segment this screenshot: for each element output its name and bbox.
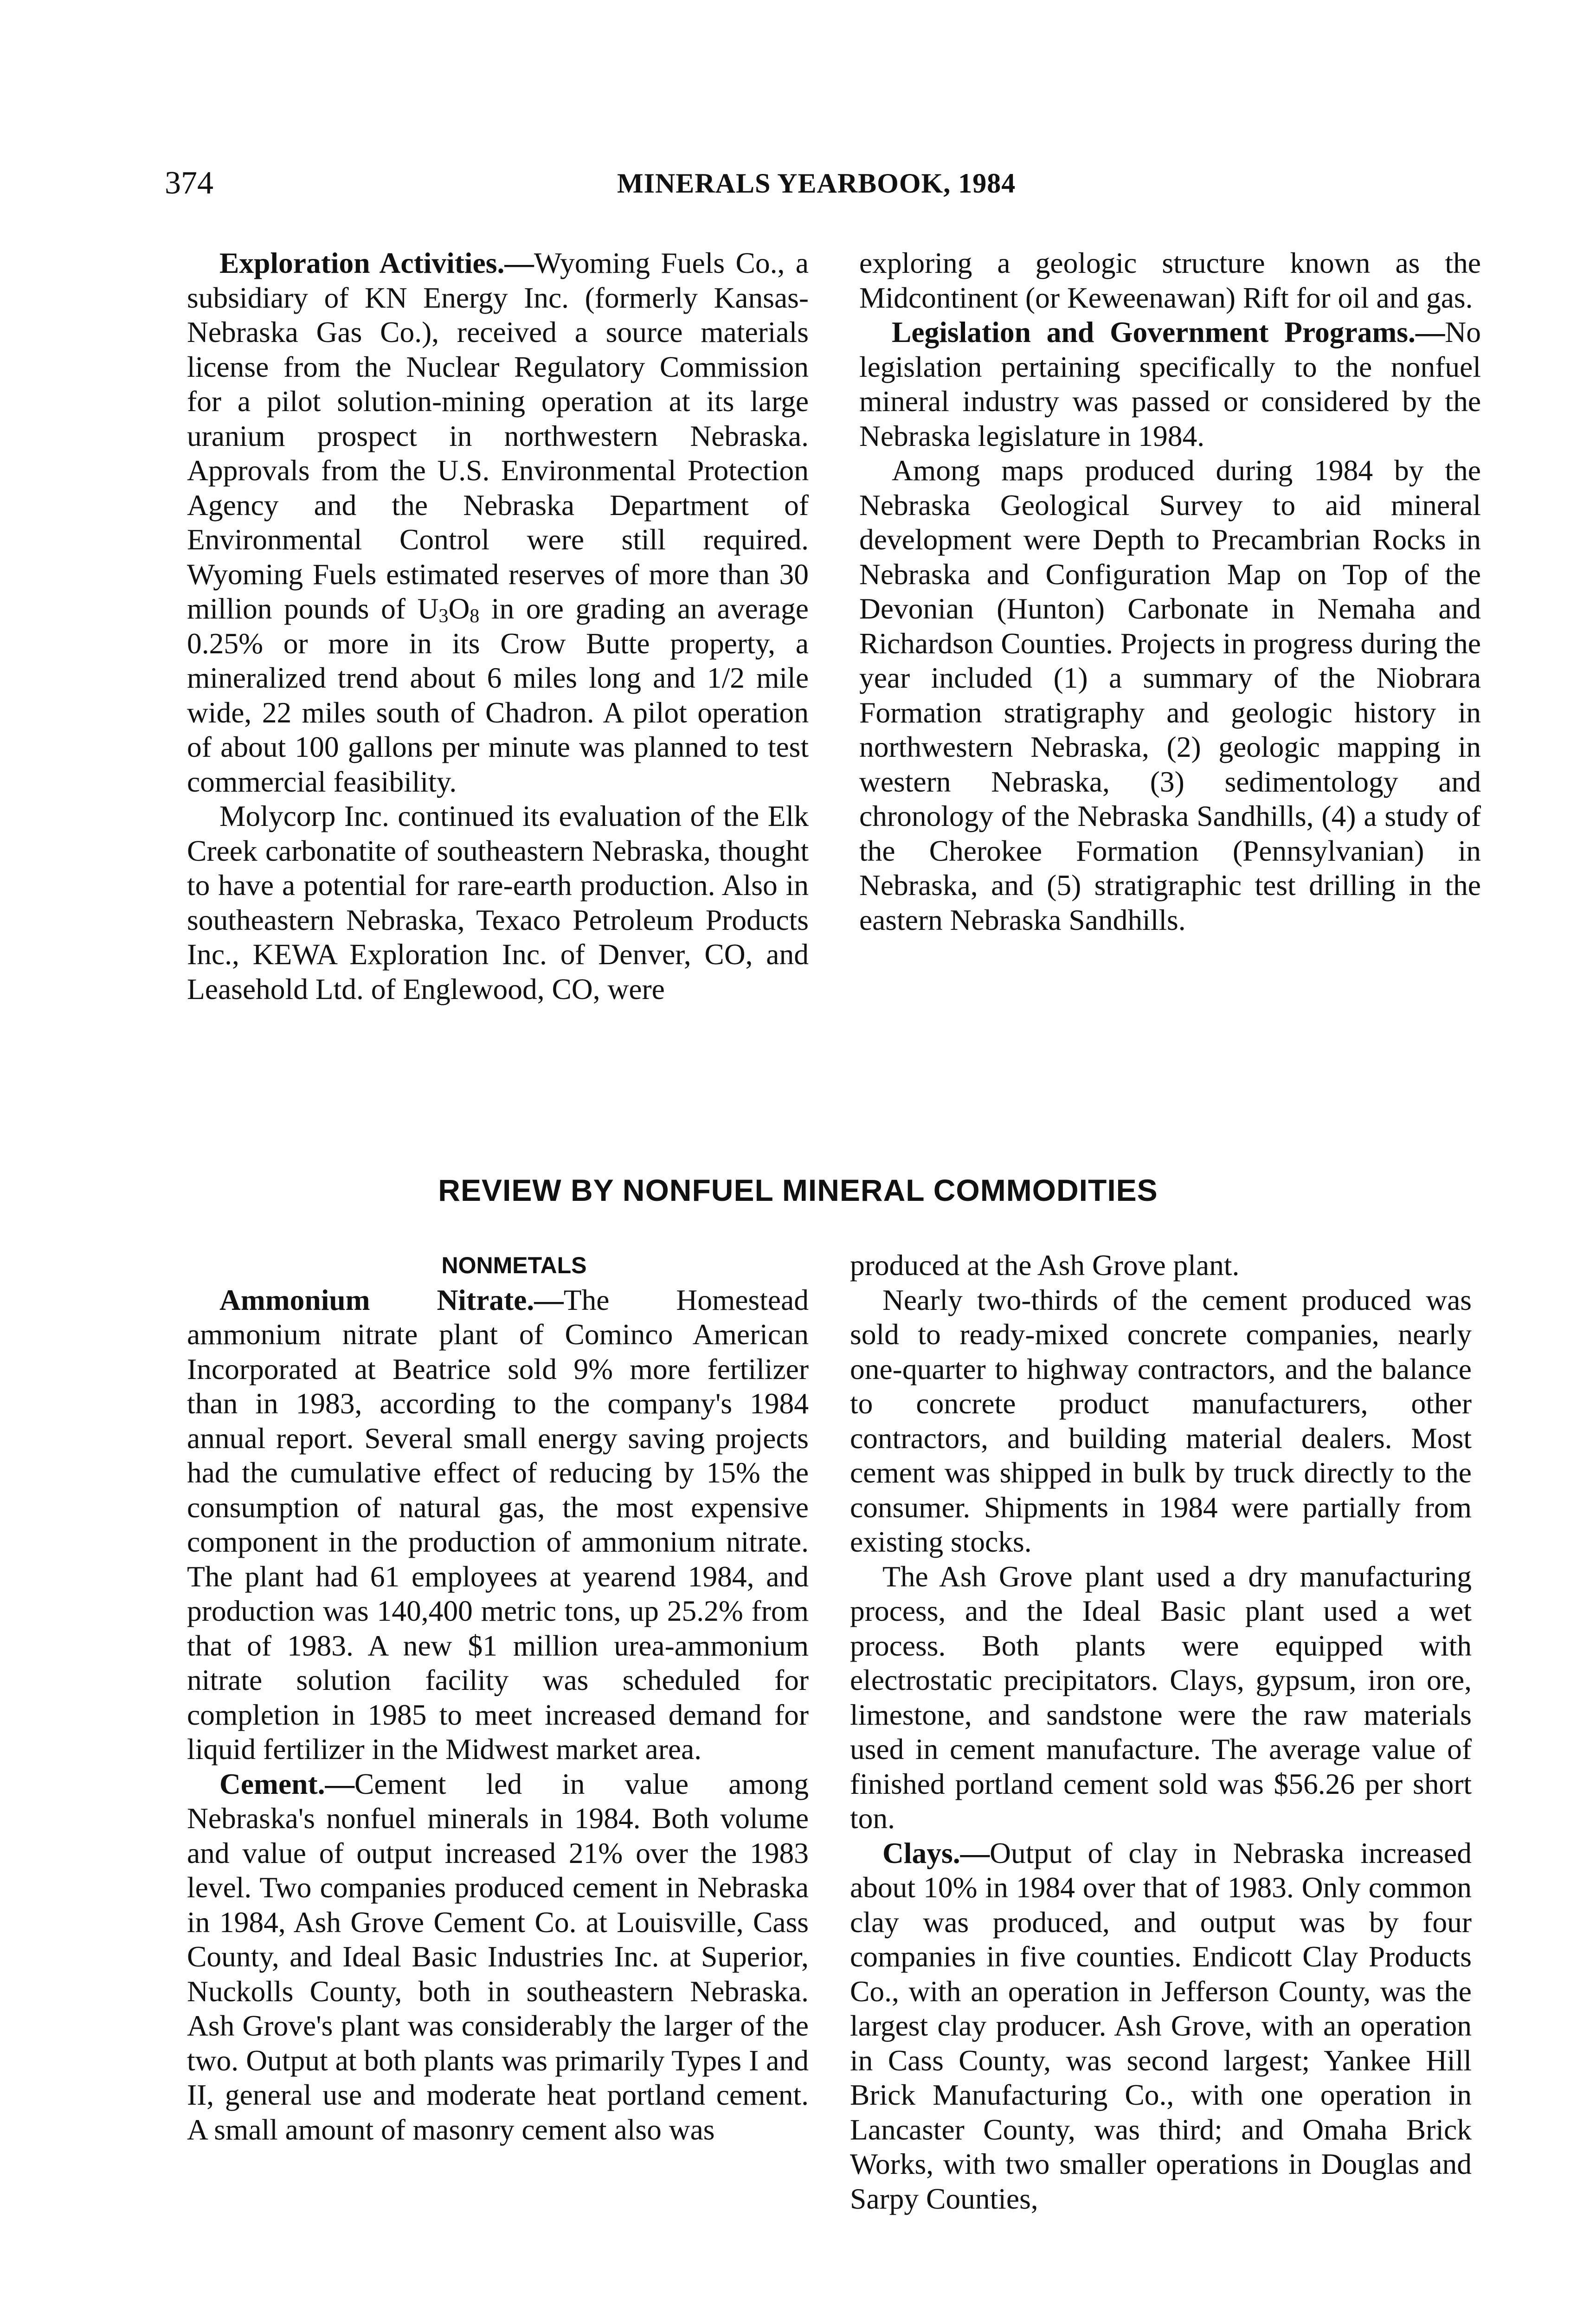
page-header [165, 162, 1093, 204]
running-title: MINERALS YEARBOOK, 1984 [617, 168, 1016, 199]
column-top-left [187, 246, 809, 1006]
formula-letter: O [448, 592, 470, 625]
paragraph-cement-process: The Ash Grove plant used a dry manufacturing process, and the Ideal Basic plant used a wet process. Both plants were equipped with electrostatic precipitators. Clays, gypsum, iron ore, limestone, and sandstone were the raw materials used in cement manufacture. The average value of finished portland cement sold was $56.26 per short ton. [850, 1560, 1472, 1835]
paragraph-text: The Homestead ammonium nitrate plant of Cominco American Incorporated at Beatrice sold 9% more fertilizer than in 1983, according to the company's 1984 annual report. Several small energy saving projects had the cumulative effect of reducing by 15% the consumption of natural gas, the most expensive component in the production of ammonium nitrate. The plant had 61 employees at yearend 1984, and production was 140,400 metric tons, up 25.2% from that of 1983. A new $1 million urea-ammonium nitrate solution facility was scheduled for completion in 1985 to meet increased demand for liquid fertilizer in the Midwest market area. [187, 1283, 809, 1766]
runin-heading: Clays.— [882, 1836, 990, 1869]
paragraph-maps: Among maps produced during 1984 by the Nebraska Geological Survey to aid mineral development were Depth to Precambrian Rocks in Nebraska and Configuration Map on Top of the Devonian (Hunton) Carbonate in Nemaha and Richardson Counties. Projects in progress during the year included (1) a summary of the Niobrara Formation stratigraphy and geologic history in northwestern Nebraska, (2) geologic mapping in western Nebraska, (3) sedimentology and chronology of the Nebraska Sandhills, (4) a study of the Cherokee Formation (Pennsylvanian) in Nebraska, and (5) stratigraphic test drilling in the eastern Nebraska Sandhills. [859, 454, 1481, 936]
paragraph-text: No legislation pertaining specifically to the nonfuel mineral industry was passed or considered by the Nebraska legislature in 1984. [859, 316, 1481, 452]
runin-heading: Cement.— [219, 1767, 354, 1800]
subsection-title: NONMETALS [441, 1252, 587, 1278]
runin-heading: Legislation and Government Programs.— [892, 316, 1445, 348]
paragraph-ammonium-nitrate [187, 1283, 809, 1767]
paragraph-text: Wyoming Fuels Co., a subsidiary of KN Energy Inc. (formerly Kansas-Nebraska Gas Co.), received a source materials license from the Nuclear Regulatory Commission for a pilot solution-mining operation at its large uranium prospect in northwestern Nebraska. Approvals from the U.S. Environmental Protection Agency and the Nebraska Department of Environmental Control were still required. Wyoming Fuels estimated reserves of more than 30 million pounds of U [187, 246, 809, 625]
paragraph-continuation: produced at the Ash Grove plant. [850, 1249, 1240, 1282]
paragraph-cement-sales: Nearly two-thirds of the cement produced was sold to ready-mixed concrete companies, nearly one-quarter to highway contractors, and the balance to concrete product manufacturers, other contractors, and building material dealers. Most cement was shipped in bulk by truck directly to the consumer. Shipments in 1984 were partially from existing stocks. [850, 1283, 1472, 1558]
column-top-right [859, 246, 1481, 937]
page-number: 374 [165, 165, 213, 201]
paragraph-text: in ore grading an average 0.25% or more in its Crow Butte property, a mineralized trend about 6 miles long and 1/2 mile wide, 22 miles south of Chadron. A pilot operation of about 100 gallons per minute was planned to test commercial feasibility. [187, 592, 809, 798]
subscript: 3 [438, 606, 449, 627]
runin-heading: Ammonium Nitrate.— [219, 1283, 564, 1316]
runin-heading: Exploration Activities.— [219, 246, 534, 279]
paragraph-text: Cement led in value among Nebraska's nonfuel minerals in 1984. Both volume and value of output increased 21% over the 1983 level. Two companies produced cement in Nebraska in 1984, Ash Grove Cement Co. at Louisville, Cass County, and Ideal Basic Industries Inc. at Superior, Nuckolls County, both in southeastern Nebraska. Ash Grove's plant was considerably the larger of the two. Output at both plants was primarily Types I and II, general use and moderate heat portland cement. A small amount of masonry cement also was [187, 1767, 809, 2146]
column-bottom-right [850, 1248, 1472, 2216]
column-bottom-left [187, 1248, 809, 2147]
paragraph-continuation: exploring a geologic structure known as the Midcontinent (or Keweenawan) Rift for oil and gas. [859, 246, 1481, 314]
paragraph-exploration-activities [187, 246, 809, 799]
paragraph-legislation [859, 315, 1481, 453]
subscript: 8 [470, 606, 480, 627]
paragraph-clays [850, 1836, 1472, 2217]
section-title: REVIEW BY NONFUEL MINERAL COMMODITIES [438, 1173, 1158, 1207]
paragraph-text: Output of clay in Nebraska increased about 10% in 1984 over that of 1983. Only common clay was produced, and output was by four companies in five counties. Endicott Clay Products Co., with an operation in Jefferson County, was the largest clay producer. Ash Grove, with an operation in Cass County, was second largest; Yankee Hill Brick Manufacturing Co., with one operation in Lancaster County, was third; and Omaha Brick Works, with two smaller operations in Douglas and Sarpy Counties, [850, 1836, 1472, 2215]
paragraph-cement [187, 1767, 809, 2147]
paragraph-molycorp: Molycorp Inc. continued its evaluation of the Elk Creek carbonatite of southeastern Nebraska, thought to have a potential for rare-earth production. Also in southeastern Nebraska, Texaco Petroleum Products Inc., KEWA Exploration Inc. of Denver, CO, and Leasehold Ltd. of Englewood, CO, were [187, 799, 809, 1005]
